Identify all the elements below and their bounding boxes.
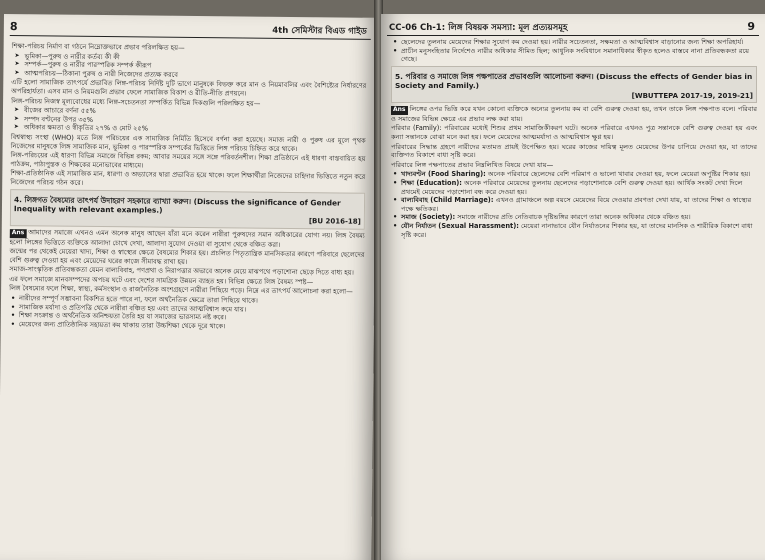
right-page-header (381, 20, 765, 36)
question-heading: 4. লিঙ্গগত বৈষম্যের তাৎপর্য উদাহরণ সহকারে ব্যাখ্যা করুন। (Discuss the significance of Gender Inequality with relevant examples.) (13, 194, 341, 215)
effect-item (391, 222, 757, 239)
list-item: ➤ বীজের আচারে বর্ণনা ৫৫% (24, 106, 366, 118)
effect-text: অনেক পরিবারে মেয়েদের তুলনায় ছেলেদের পড়াশোনাকে বেশি গুরুত্ব দেওয়া হয়। আর্থিক সংকট দেখা দিলে প্রথমেই মেয়েদের পড়াশোনা বন্ধ করে দেওয়া হয়। (401, 178, 743, 196)
paragraph: এটি হলো সামাজিক তাৎপর্যে প্রভাবিত লিঙ্গ-পরিচয় নির্দিষ্ট দুটি ভাগে মানুষকে বিভক্ত করে মান ও নিয়মাবলির এবং বৈশিষ্ট্যের নির্ধারণের অপরিহার্যতা। এসব মান ও নিয়মগুলি প্রভাব ফেলে সামাজিক বিকাশ ও রীতি-নীতি প্রণয়নে। (11, 78, 367, 98)
list (11, 52, 366, 81)
header-rule (387, 35, 759, 36)
answer-text: লিঙ্গের ওপর ভিত্তি করে যখন কোনো ব্যক্তিকে অন্যের তুলনায় কম বা বেশি গুরুত্ব দেওয়া হয়, তখন তাকে লিঙ্গ পক্ষপাত বলে। পরিবার ও সমাজের বিভিন্ন ক্ষেত্রে এর প্রভাব লক্ষ করা যায়। (391, 105, 757, 123)
effect-label: যৌন নির্যাতন (Sexual Harassment): (401, 221, 519, 230)
family-paragraph: পরিবারের সিদ্ধান্ত গ্রহণে নারীদের মতামত প্রায়ই উপেক্ষিত হয়। ঘরের কাজের দায়িত্ব মূলত মেয়েদের উপর চাপিয়ে দেওয়া হয়, যা তাদের ব্যক্তিগত বিকাশে বাধা সৃষ্টি করে। (391, 142, 757, 160)
list-item: ➤ সম্পর্ক—পুরুষ ও নারীর পারস্পরিক সম্পর্ক কীরূপ (24, 60, 366, 72)
list-item: ➤ সম্পদ বণ্টনের উপর ৩৫% (24, 115, 366, 127)
effect-item (391, 170, 757, 179)
answer-point: • নারীদের সম্পূর্ণ সম্ভাবনা বিকশিত হতে পারে না, ফলে অর্থনৈতিক ক্ষেত্রে তারা পিছিয়ে থাকে। (9, 294, 364, 306)
effect-label: শিক্ষা (Education): (401, 178, 462, 187)
family-paragraph: পরিবার (Family): পরিবারের মধ্যেই শিশুর প্রথম সামাজিকীকরণ ঘটে। অনেক পরিবারে এখনও পুত্র সন্তানকে বেশি গুরুত্ব দেওয়া হয় এবং কন্যা সন্তানকে বোঝা মনে করা হয়। ফলে মেয়েদের আত্মমর্যাদা ও আত্মবিশ্বাস ক্ষুণ্ণ হয়। (391, 124, 757, 141)
paragraph: শিক্ষা-পরিচয় নির্মাণ বা গঠনে নিম্নোক্তভাবে প্রভাব পরিলক্ষিত হয়— (11, 42, 185, 52)
effect-item (391, 179, 757, 196)
effect-text: মেয়েরা নানাভাবে যৌন নির্যাতনের শিকার হয়, যা তাদের মানসিক ও শারীরিক বিকাশে বাধা সৃষ্টি করে। (401, 221, 753, 239)
effect-label: বাল্যবিবাহ (Child Marriage): (401, 196, 494, 205)
effect-item (391, 213, 757, 222)
effect-text: সমাজে নারীদের প্রতি নেতিবাচক দৃষ্টিভঙ্গির কারণে তারা অনেক অধিকার থেকে বঞ্চিত হয়। (457, 213, 691, 222)
paragraph: বিশ্বস্বাস্থ্য সংস্থা (WHO) মতে লিঙ্গ পরিচয়ের এক সামাজিক নির্মিতি হিসেবে বর্ণনা করা হয়েছে। সমাজ নারী ও পুরুষ এর মূলে পৃথক নিজেদের মানুষকে লিঙ্গ সামাজিক মান, ভূমিকা ও পারস্পরিক সম্পর্কের ভিত্তিতে লিঙ্গ পরিচয় চিহ্নিত করে থাকে। (10, 133, 366, 153)
answer-badge: Ans (10, 229, 27, 238)
answer-paragraph: সমাজ-সাংস্কৃতিক প্রতিবন্ধকতা যেমন বাল্যবিবাহ, পণপ্রথা ও নিরাপত্তার অভাবে অনেক মেয়ে মাঝপথে পড়াশোনা ছেড়ে দিতে বাধ্য হয়। (9, 265, 354, 277)
question-ref: [WBUTTEPA 2017-19, 2019-21] (631, 91, 753, 100)
right-page-content (391, 38, 757, 556)
answer-paragraph (10, 228, 365, 250)
effect-item (391, 196, 757, 213)
question-heading: 5. পরিবার ও সমাজে লিঙ্গ পক্ষপাতের প্রভাবগুলি আলোচনা করুন। (Discuss the effects of Gender bias in Society and Family.) (395, 71, 753, 91)
left-page (0, 14, 377, 560)
list-item: ➤ আত্মপরিচয়—ঠিকানা পুরুষ ও নারী নিজেদের প্রত্যক্ষ করবে (24, 69, 366, 81)
answer-badge: Ans (393, 106, 406, 114)
list-item: ➤ অধিকার ক্ষমতা ও স্বীকৃতির ২৭% ও মোট ২৫% (24, 124, 366, 136)
effect-label: সমাজ (Society): (401, 213, 456, 222)
running-title: 4th সেমিস্টার বিএড গাইড (272, 25, 367, 37)
answer-paragraph (391, 105, 757, 123)
question-box (10, 189, 365, 230)
answer-paragraph: লিঙ্গ বৈষম্যের ফলে শিক্ষা, স্বাস্থ্য, কর্মসংস্থান ও রাজনৈতিক অংশগ্রহণে নারীরা পিছিয়ে পড়ে। নিম্নে এর তাৎপর্য আলোচনা করা হলো— (9, 284, 353, 297)
list-item: ➤ ভূমিকা—পুরুষ ও নারীর কর্তব্য কী কী (25, 52, 367, 64)
paragraph: লিঙ্গ-পরিচয়ের এই ধারণা বিভিন্ন সমাজে বিভিন্ন রকম; আবার সময়ের সঙ্গে সঙ্গে পরিবর্তনশীল। শিক্ষা প্রতিষ্ঠানে এই ধারণা বাস্তবায়িত হয় পাঠক্রম, পাঠ্যপুস্তক ও শিক্ষকের মনোভাবের মাধ্যমে। (10, 151, 366, 170)
question-box (391, 66, 757, 103)
left-page-content (6, 42, 366, 560)
answer-paragraph: জন্মের পর থেকেই মেয়েরা খাদ্য, শিক্ষা ও স্বাস্থ্যের ক্ষেত্রে বৈষম্যের শিকার হয়। প্রচলিত পিতৃতান্ত্রিক মানসিকতার কারণে পরিবারে ছেলেদের বেশি গুরুত্ব দেওয়া হয় এবং মেয়েদের ঘরের কাজে সীমাবদ্ধ রাখা হয়। (9, 247, 365, 266)
answer-point: • মেয়েদের জন্য প্রাতিষ্ঠানিক সহায়তা কম থাকায় তারা উচ্চশিক্ষা থেকে দূরে থাকে। (9, 320, 364, 332)
answer-point: • সামাজিক মর্যাদা ও প্রতিপত্তি থেকে নারীরা বঞ্চিত হয় এবং তাদের আত্মবিশ্বাস কমে যায়। (9, 303, 364, 315)
list (11, 106, 366, 135)
paragraph: শিক্ষা-প্রতিষ্ঠানিক এই সামাজিক মান, ধারণা ও অভ্যাসের দ্বারা প্রভাবিত হয়ে থাকে। ফলে শিক্ষার্থীরা নিজেদের চাহিদার ভিত্তিতে নতুন করে নিজেদের পরিচয় গঠন করে। (10, 169, 366, 187)
left-page-header (4, 20, 377, 40)
paragraph: লিঙ্গ-পরিচয় নিজস্ব মূল্যবোধের মধ্যে লিঙ্গ-সচেতনতা সম্পর্কিত বিভিন্ন দিকগুলি পরিলক্ষিত হয়— (11, 96, 261, 108)
effect-label: খাদ্যবণ্টন (Food Sharing): (401, 170, 486, 179)
page-number: 8 (9, 20, 18, 34)
effects-intro: পরিবারে লিঙ্গ পক্ষপাতের প্রভাব নিম্নলিখিত বিষয়ে দেখা যায়— (391, 160, 554, 169)
intro-point: • প্রাচীন মনুসংহিতার নির্দেশেও নারীর অধিকার সীমিত ছিল; আধুনিক সংবিধানে সমানাধিকার স্বীকৃত হলেও বাস্তবে নানা প্রতিবন্ধকতা রয়ে গেছে। (391, 47, 757, 64)
page-number: 9 (747, 20, 755, 33)
answer-paragraph: এর ফলে সমাজে মানবসম্পদের অপচয় ঘটে এবং দেশের সামগ্রিক উন্নয়ন ব্যাহত হয়। বিভিন্ন ক্ষেত্রে লিঙ্গ বৈষম্য স্পষ্ট— (9, 274, 314, 287)
answer-point: • শিক্ষা সংক্রান্ত ও অর্থনৈতিক অনিশ্চয়তা তৈরি হয় যা সমাজের ভারসাম্য নষ্ট করে। (9, 311, 364, 323)
effect-text: এখনও গ্রামাঞ্চলে অল্প বয়সে মেয়েদের বিয়ে দেওয়ার প্রবণতা দেখা যায়, যা তাদের শিক্ষা ও স্বাস্থ্যের পক্ষে ক্ষতিকর। (401, 196, 752, 213)
right-page (381, 14, 765, 560)
intro-point: • ছেলেদের তুলনায় মেয়েদের শিক্ষার সুযোগ কম দেওয়া হয়। নারীর সচেতনতা, সক্ষমতা ও আত্মবিশ্বাস বাড়ানোর জন্য শিক্ষা অপরিহার্য। (391, 38, 757, 47)
effect-text: অনেক পরিবারে ছেলেদের বেশি পরিমাণ ও ভালো খাবার দেওয়া হয়, ফলে মেয়েরা অপুষ্টির শিকার হয়। (487, 170, 751, 179)
running-title: CC-06 Ch-1: লিঙ্গ বিষয়ক সমস্যা: মূল প্রত্যয়সমূহ (389, 23, 568, 33)
answer-text: আমাদের সমাজে এখনও এমন অনেক মানুষ আছেন যাঁরা মনে করেন নারীরা পুরুষদের সমান অধিকারের যোগ্য নয়। লিঙ্গ বৈষম্য হলো লিঙ্গের ভিত্তিতে ব্যক্তিকে আলাদা চোখে দেখা, আলাদা সুযোগ দেওয়া বা সুযোগ থেকে বঞ্চিত করা। (9, 228, 365, 249)
question-ref: [BU 2016-18] (308, 217, 361, 227)
